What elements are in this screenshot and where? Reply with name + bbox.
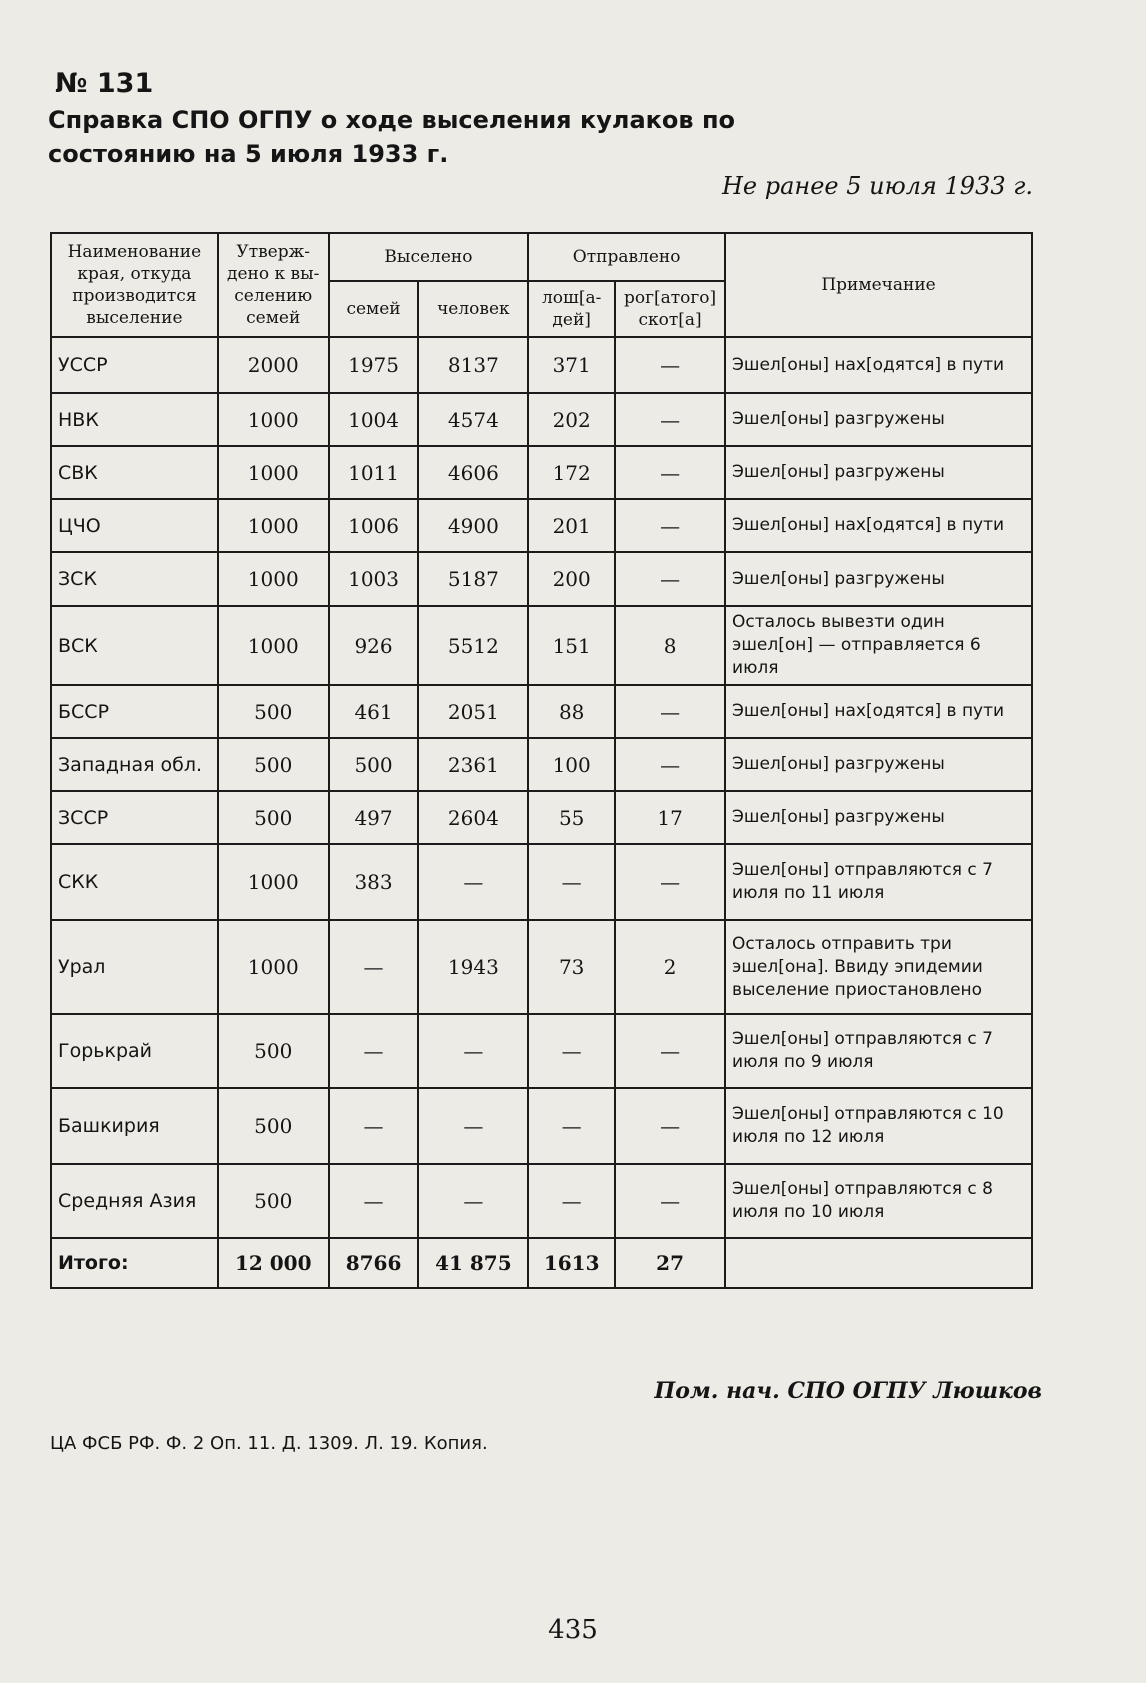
cell-horses: —: [528, 1014, 615, 1088]
cell-approved: 500: [218, 791, 329, 844]
cell-cattle: 2: [615, 920, 725, 1014]
cell-families: 383: [329, 844, 419, 920]
cell-people: 5512: [418, 606, 528, 685]
cell-people: 2051: [418, 685, 528, 738]
header-cattle: рог[атого] скот[а]: [615, 281, 725, 337]
total-people: 41 875: [418, 1238, 528, 1288]
cell-people: 4900: [418, 499, 528, 552]
cell-people: 4574: [418, 393, 528, 446]
header-note: Примечание: [725, 233, 1032, 337]
cell-approved: 1000: [218, 446, 329, 499]
cell-cattle: —: [615, 1014, 725, 1088]
total-note: [725, 1238, 1032, 1288]
cell-approved: 1000: [218, 393, 329, 446]
cell-region: ЗСК: [51, 552, 218, 606]
cell-cattle: 17: [615, 791, 725, 844]
total-approved: 12 000: [218, 1238, 329, 1288]
cell-families: 926: [329, 606, 419, 685]
cell-families: 1006: [329, 499, 419, 552]
cell-region: ВСК: [51, 606, 218, 685]
table-row: [51, 446, 1032, 499]
cell-region: Западная обл.: [51, 738, 218, 791]
cell-approved: 500: [218, 1164, 329, 1238]
cell-horses: —: [528, 844, 615, 920]
cell-families: 497: [329, 791, 419, 844]
cell-region: СВК: [51, 446, 218, 499]
cell-cattle: 8: [615, 606, 725, 685]
cell-cattle: —: [615, 738, 725, 791]
cell-cattle: —: [615, 1164, 725, 1238]
cell-families: 500: [329, 738, 419, 791]
cell-horses: 100: [528, 738, 615, 791]
table-row: [51, 685, 1032, 738]
cell-cattle: —: [615, 446, 725, 499]
cell-note: Эшел[оны] разгружены: [725, 393, 1032, 446]
cell-cattle: —: [615, 844, 725, 920]
cell-families: —: [329, 920, 419, 1014]
cell-families: 1004: [329, 393, 419, 446]
cell-horses: 202: [528, 393, 615, 446]
cell-cattle: —: [615, 552, 725, 606]
table-row: [51, 1088, 1032, 1164]
archive-reference: ЦА ФСБ РФ. Ф. 2 Оп. 11. Д. 1309. Л. 19. Копия.: [50, 1433, 488, 1454]
cell-families: 1011: [329, 446, 419, 499]
cell-horses: 73: [528, 920, 615, 1014]
table-row: [51, 738, 1032, 791]
cell-cattle: —: [615, 1088, 725, 1164]
cell-note: Эшел[оны] нах[одятся] в пути: [725, 337, 1032, 393]
header-families: семей: [329, 281, 419, 337]
cell-note: Эшел[оны] отправляются с 7 июля по 11 июля: [725, 844, 1032, 920]
cell-region: Башкирия: [51, 1088, 218, 1164]
cell-approved: 2000: [218, 337, 329, 393]
cell-approved: 1000: [218, 920, 329, 1014]
cell-families: 1975: [329, 337, 419, 393]
cell-region: БССР: [51, 685, 218, 738]
total-horses: 1613: [528, 1238, 615, 1288]
cell-people: —: [418, 1164, 528, 1238]
table-row: [51, 552, 1032, 606]
cell-families: —: [329, 1014, 419, 1088]
cell-people: —: [418, 1088, 528, 1164]
cell-horses: 371: [528, 337, 615, 393]
table-row: [51, 791, 1032, 844]
cell-horses: 201: [528, 499, 615, 552]
document-title: Справка СПО ОГПУ о ходе выселения кулаков по состоянию на 5 июля 1933 г.: [48, 106, 736, 168]
cell-people: 5187: [418, 552, 528, 606]
document-date: Не ранее 5 июля 1933 г.: [721, 172, 1033, 200]
cell-cattle: —: [615, 337, 725, 393]
cell-families: —: [329, 1088, 419, 1164]
cell-note: Эшел[оны] разгружены: [725, 552, 1032, 606]
table-row: [51, 499, 1032, 552]
cell-horses: —: [528, 1164, 615, 1238]
table-row: [51, 1164, 1032, 1238]
table-row: [51, 844, 1032, 920]
cell-region: ЦЧО: [51, 499, 218, 552]
cell-region: Средняя Азия: [51, 1164, 218, 1238]
cell-approved: 1000: [218, 552, 329, 606]
cell-people: 1943: [418, 920, 528, 1014]
cell-region: ЗССР: [51, 791, 218, 844]
total-families: 8766: [329, 1238, 419, 1288]
table-row: [51, 920, 1032, 1014]
cell-people: —: [418, 1014, 528, 1088]
cell-horses: —: [528, 1088, 615, 1164]
header-evicted: Выселено: [329, 233, 529, 281]
cell-people: —: [418, 844, 528, 920]
table-row: [51, 606, 1032, 685]
cell-region: СКК: [51, 844, 218, 920]
cell-people: 2604: [418, 791, 528, 844]
cell-people: 4606: [418, 446, 528, 499]
cell-note: Эшел[оны] отправляются с 10 июля по 12 июля: [725, 1088, 1032, 1164]
cell-note: Осталось вывезти один эшел[он] — отправляется 6 июля: [725, 606, 1032, 685]
header-people: человек: [418, 281, 528, 337]
cell-note: Эшел[оны] нах[одятся] в пути: [725, 685, 1032, 738]
cell-note: Эшел[оны] нах[одятся] в пути: [725, 499, 1032, 552]
cell-approved: 1000: [218, 499, 329, 552]
cell-note: Эшел[оны] разгружены: [725, 791, 1032, 844]
table-row: [51, 393, 1032, 446]
cell-cattle: —: [615, 499, 725, 552]
cell-note: Эшел[оны] разгружены: [725, 446, 1032, 499]
header-approved: Утверж-дено к вы-селению семей: [218, 233, 329, 337]
cell-note: Осталось отправить три эшел[она]. Ввиду эпидемии выселение приостановлено: [725, 920, 1032, 1014]
cell-families: 461: [329, 685, 419, 738]
cell-approved: 500: [218, 738, 329, 791]
cell-approved: 500: [218, 1088, 329, 1164]
cell-horses: 88: [528, 685, 615, 738]
cell-region: УССР: [51, 337, 218, 393]
page-number: 435: [548, 1615, 598, 1645]
header-region: Наименование края, откуда производится выселение: [51, 233, 218, 337]
table-body: [51, 337, 1032, 1238]
cell-horses: 200: [528, 552, 615, 606]
cell-approved: 500: [218, 685, 329, 738]
cell-region: Горькрай: [51, 1014, 218, 1088]
cell-people: 8137: [418, 337, 528, 393]
cell-cattle: —: [615, 393, 725, 446]
total-cattle: 27: [615, 1238, 725, 1288]
eviction-table: [50, 232, 1033, 1289]
cell-cattle: —: [615, 685, 725, 738]
header-sent: Отправлено: [528, 233, 725, 281]
table-row: [51, 337, 1032, 393]
cell-horses: 151: [528, 606, 615, 685]
table-row: [51, 1014, 1032, 1088]
cell-note: Эшел[оны] отправляются с 7 июля по 9 июля: [725, 1014, 1032, 1088]
header-horses: лош[а-дей]: [528, 281, 615, 337]
cell-horses: 55: [528, 791, 615, 844]
cell-people: 2361: [418, 738, 528, 791]
document-number: № 131: [55, 68, 154, 99]
cell-families: 1003: [329, 552, 419, 606]
cell-approved: 500: [218, 1014, 329, 1088]
signature: Пом. нач. СПО ОГПУ Люшков: [654, 1378, 1042, 1404]
cell-approved: 1000: [218, 844, 329, 920]
total-label: Итого:: [51, 1238, 218, 1288]
cell-families: —: [329, 1164, 419, 1238]
cell-region: Урал: [51, 920, 218, 1014]
cell-region: НВК: [51, 393, 218, 446]
cell-note: Эшел[оны] отправляются с 8 июля по 10 июля: [725, 1164, 1032, 1238]
cell-horses: 172: [528, 446, 615, 499]
cell-note: Эшел[оны] разгружены: [725, 738, 1032, 791]
cell-approved: 1000: [218, 606, 329, 685]
total-row: [51, 1238, 1032, 1288]
